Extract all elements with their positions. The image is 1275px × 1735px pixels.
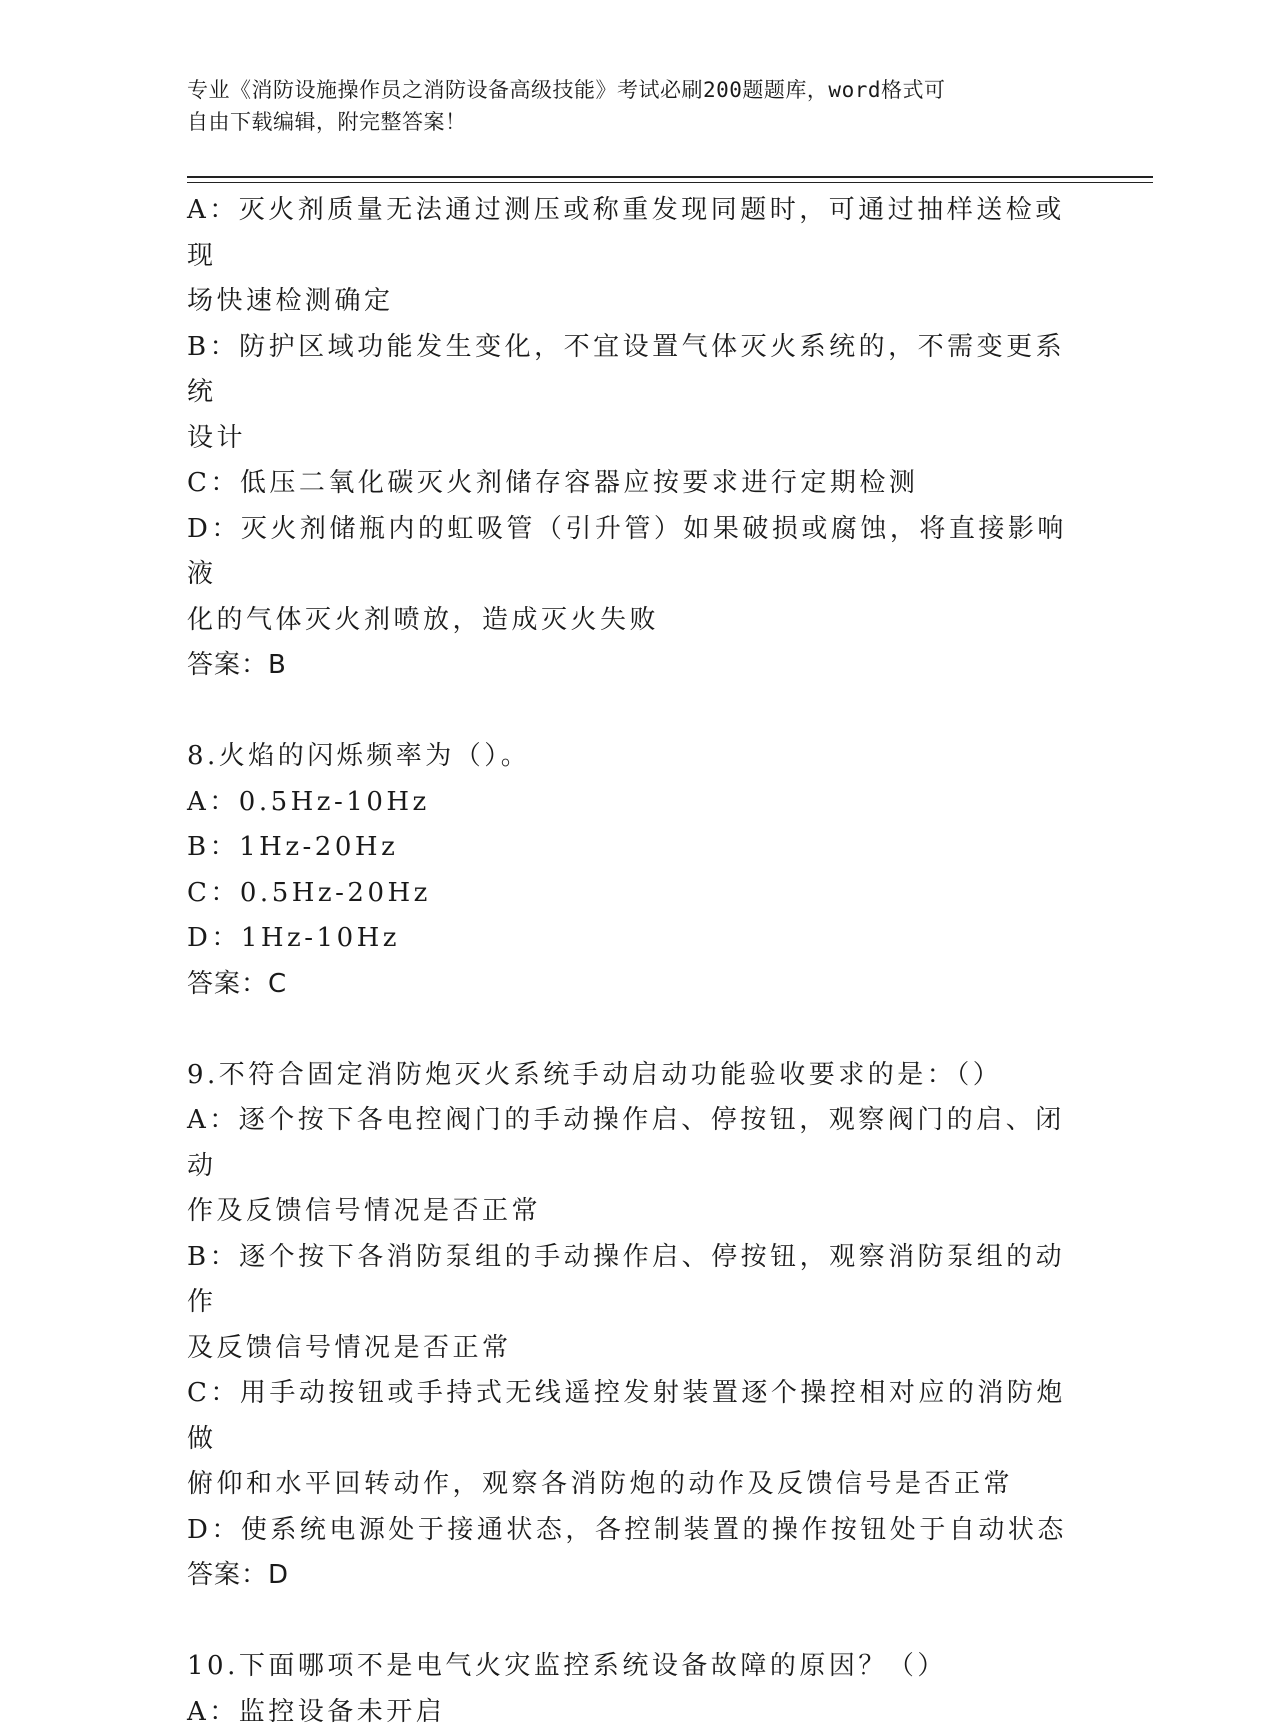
header-divider-thin — [187, 182, 1153, 183]
q8-option-b: B：1Hz-20Hz — [187, 825, 1077, 871]
q9-option-c-line-2: 俯仰和水平回转动作，观察各消防炮的动作及反馈信号是否正常 — [187, 1462, 1077, 1508]
q8-option-c: C：0.5Hz-20Hz — [187, 871, 1077, 917]
q9-option-c-line-1: C：用手动按钮或手持式无线遥控发射装置逐个操控相对应的消防炮做 — [187, 1371, 1077, 1462]
q8-stem: 8.火焰的闪烁频率为（）。 — [187, 734, 1077, 780]
q7-option-a-line-1: A：灭火剂质量无法通过测压或称重发现同题时，可通过抽样送检或现 — [187, 188, 1077, 279]
q9-option-b-line-1: B：逐个按下各消防泵组的手动操作启、停按钮，观察消防泵组的动作 — [187, 1235, 1077, 1326]
q7-option-c: C：低压二氧化碳灭火剂储存容器应按要求进行定期检测 — [187, 461, 1077, 507]
q10-option-a: A：监控设备未开启 — [187, 1690, 1077, 1735]
q10-stem: 10.下面哪项不是电气火灾监控系统设备故障的原因？（） — [187, 1644, 1077, 1690]
q9-option-b-line-2: 及反馈信号情况是否正常 — [187, 1326, 1077, 1372]
question-10 — [187, 1644, 1077, 1735]
spacer — [187, 1599, 1077, 1645]
question-content — [187, 188, 1077, 1735]
question-7 — [187, 188, 1077, 689]
q7-option-b-line-2: 设计 — [187, 416, 1077, 462]
q7-option-b-line-1: B：防护区域功能发生变化，不宜设置气体灭火系统的，不需变更系统 — [187, 325, 1077, 416]
q8-option-d: D：1Hz-10Hz — [187, 916, 1077, 962]
q9-option-d: D：使系统电源处于接通状态，各控制装置的操作按钮处于自动状态 — [187, 1508, 1077, 1554]
spacer — [187, 1007, 1077, 1053]
q9-answer: 答案：D — [187, 1553, 1077, 1599]
q7-answer: 答案：B — [187, 643, 1077, 689]
header-line-1: 专业《消防设施操作员之消防设备高级技能》考试必刷200题题库，word格式可 — [187, 74, 1067, 106]
q8-answer: 答案：C — [187, 962, 1077, 1008]
spacer — [187, 689, 1077, 735]
q8-option-a: A：0.5Hz-10Hz — [187, 780, 1077, 826]
header-line-2: 自由下载编辑，附完整答案！ — [187, 106, 1067, 138]
q7-option-d-line-2: 化的气体灭火剂喷放，造成灭火失败 — [187, 598, 1077, 644]
q9-stem: 9.不符合固定消防炮灭火系统手动启动功能验收要求的是：（） — [187, 1053, 1077, 1099]
q7-option-a-line-2: 场快速检测确定 — [187, 279, 1077, 325]
q7-option-d-line-1: D：灭火剂储瓶内的虹吸管（引升管）如果破损或腐蚀，将直接影响液 — [187, 507, 1077, 598]
question-8 — [187, 734, 1077, 1007]
document-header — [187, 74, 1067, 138]
q9-option-a-line-1: A：逐个按下各电控阀门的手动操作启、停按钮，观察阀门的启、闭动 — [187, 1098, 1077, 1189]
q9-option-a-line-2: 作及反馈信号情况是否正常 — [187, 1189, 1077, 1235]
header-divider-thick — [187, 176, 1153, 178]
question-9 — [187, 1053, 1077, 1599]
